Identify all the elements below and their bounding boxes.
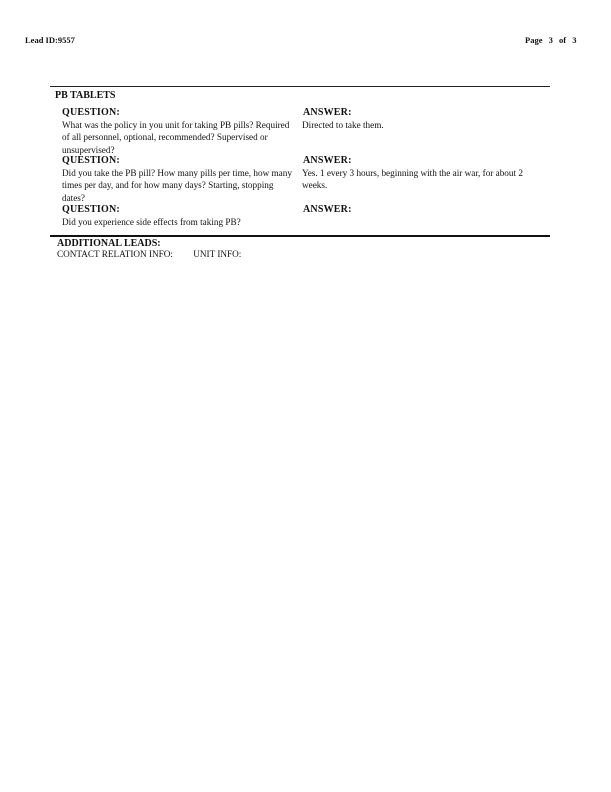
question-text: What was the policy in you unit for taking PB pills? Required of all personnel, optional, recommended? Supervised or unsupervised? <box>62 120 290 155</box>
section-top-rule <box>50 86 550 87</box>
page-label: Page <box>525 35 543 45</box>
page-number <box>525 35 580 45</box>
answer-label: ANSWER: <box>303 204 352 215</box>
answer-text: Directed to take them. <box>302 120 384 130</box>
lead-id: Lead ID:9557 <box>25 35 75 45</box>
section-title: PB TABLETS <box>55 90 116 101</box>
page-current: 3 <box>548 35 553 45</box>
answer-text: Yes. 1 every 3 hours, beginning with the air war, for about 2 weeks. <box>302 168 523 191</box>
additional-leads-row <box>57 249 241 259</box>
page-of: of <box>558 35 567 45</box>
answer-label: ANSWER: <box>303 107 352 118</box>
contact-relation-info-label: CONTACT RELATION INFO: <box>57 249 173 259</box>
answer-label: ANSWER: <box>303 155 352 166</box>
additional-leads-title: ADDITIONAL LEADS: <box>57 238 161 249</box>
question-label: QUESTION: <box>62 155 120 166</box>
section-bottom-rule <box>50 235 550 237</box>
question-label: QUESTION: <box>62 107 120 118</box>
question-text: Did you take the PB pill? How many pills per time, how many times per day, and for how many days? Starting, stopping dates? <box>62 168 292 203</box>
question-text: Did you experience side effects from taking PB? <box>62 217 241 227</box>
question-label: QUESTION: <box>62 204 120 215</box>
unit-info-label: UNIT INFO: <box>193 249 242 259</box>
page-total: 3 <box>572 35 577 45</box>
